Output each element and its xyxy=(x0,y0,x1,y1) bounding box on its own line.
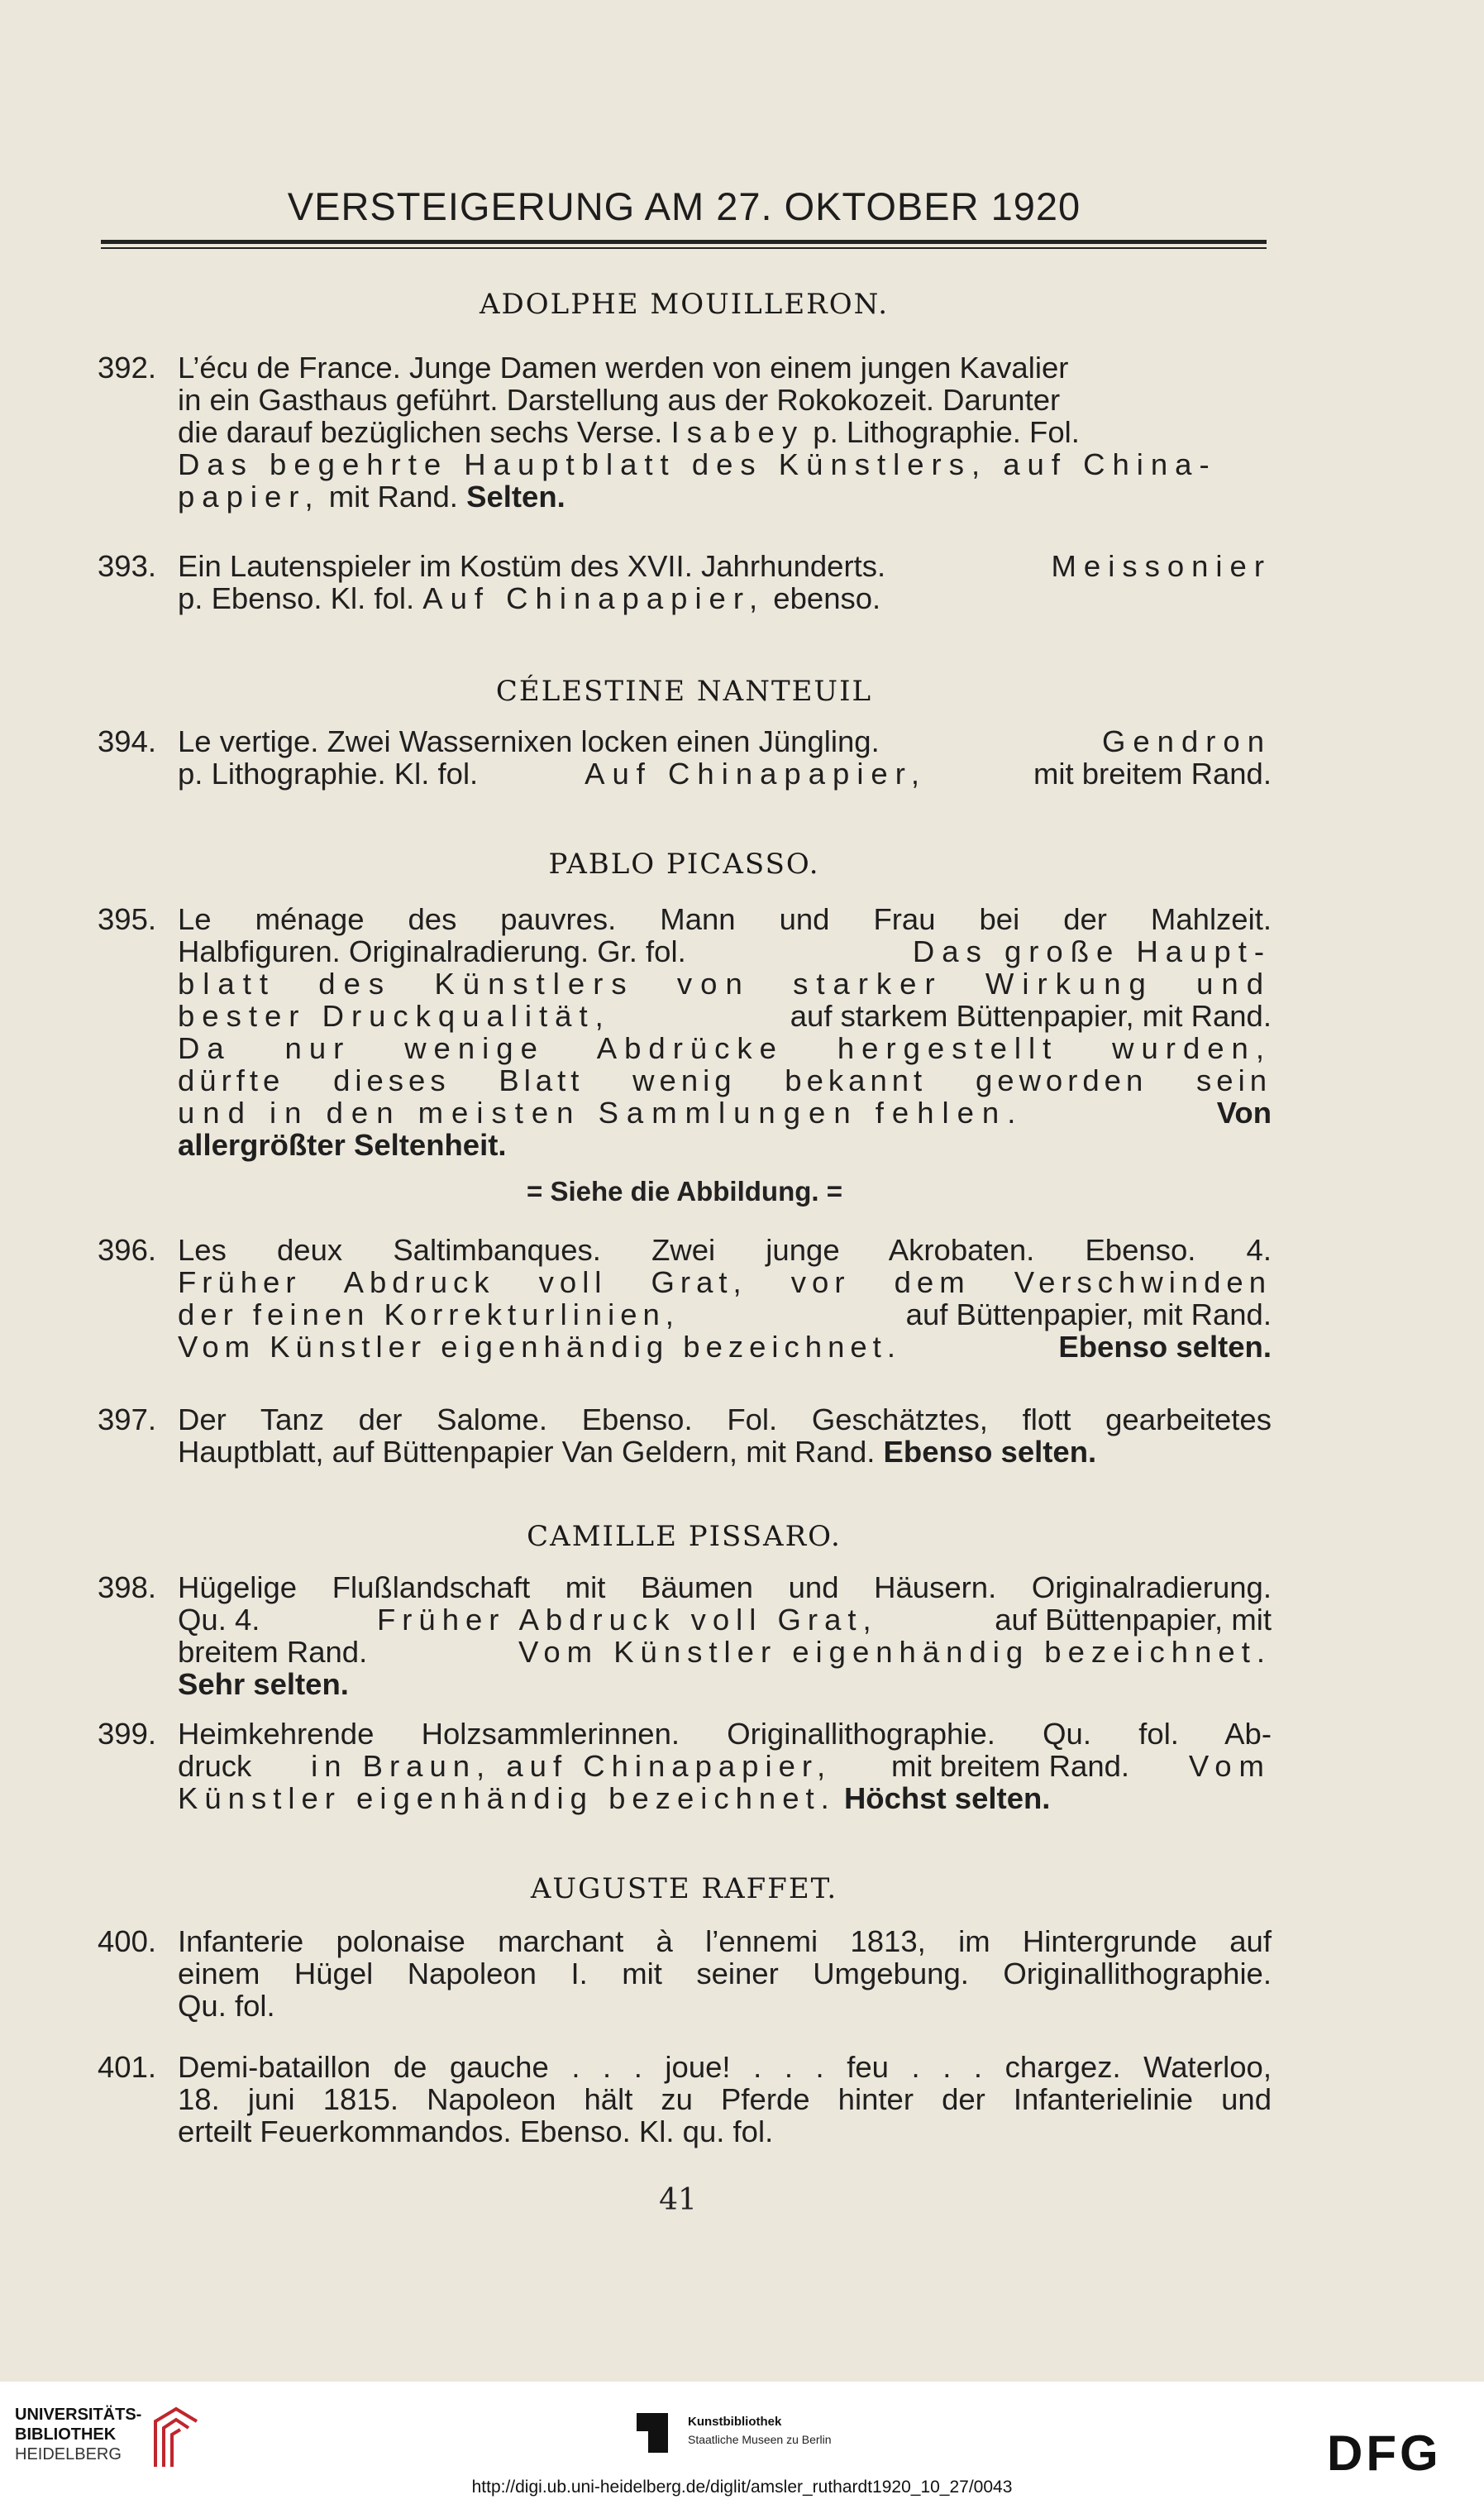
text-span: p. Lithographie. Kl. fol. xyxy=(178,757,479,791)
lot-line: Qu. fol. xyxy=(178,1989,275,2023)
rarity-note: Selten. xyxy=(466,480,565,514)
artist-heading-mouilleron: ADOLPHE MOUILLERON. xyxy=(479,288,890,321)
text-span: Ein Lautenspieler im Kostüm des XVII. Jahrhunderts. xyxy=(178,549,886,583)
lot-description xyxy=(178,1403,1272,1468)
text-span: ebenso. xyxy=(773,581,881,615)
lot-line: Das begehrte Hauptblatt des Künstlers, auf China- xyxy=(178,447,1217,481)
artist-name: Isabey xyxy=(670,415,805,449)
text-span: Auf Chinapapier, xyxy=(585,757,928,791)
kb-subtitle: Staatliche Museen zu Berlin xyxy=(688,2433,832,2446)
ub-heidelberg-logo[interactable] xyxy=(15,2405,141,2464)
artist-heading-picasso: PABLO PICASSO. xyxy=(548,848,820,881)
text-span: p. Lithographie. Fol. xyxy=(813,415,1080,449)
text-span: auf Büttenpapier, mit xyxy=(995,1603,1272,1637)
artist-heading-raffet: AUGUSTE RAFFET. xyxy=(530,1872,838,1905)
text-span: bester Druckqualität, xyxy=(178,999,611,1033)
lot-number: 397. xyxy=(98,1403,157,1436)
ub-logo-line: HEIDELBERG xyxy=(15,2445,122,2463)
rarity-note: Sehr selten. xyxy=(178,1667,349,1701)
lot-line: Demi-bataillon de gauche . . . joue! . . . feu . . . chargez. Waterloo, xyxy=(178,2050,1272,2084)
text-span: Auf Chinapapier, xyxy=(422,581,766,615)
ub-mark-icon xyxy=(147,2405,205,2471)
text-span: breitem Rand. xyxy=(178,1635,368,1669)
artist-heading-pissaro: CAMILLE PISSARO. xyxy=(527,1520,842,1553)
header-rule-thick xyxy=(101,240,1267,244)
lot-line: Infanterie polonaise marchant à l’ennemi 1813, im Hintergrunde auf xyxy=(178,1924,1272,1958)
lot-line xyxy=(178,416,1272,448)
artist-name: Meissonier xyxy=(1051,549,1272,583)
text-span: Vom Künstler eigenhändig bezeichnet. xyxy=(178,1330,901,1364)
lot-397 xyxy=(98,1403,1272,1468)
lot-line xyxy=(178,550,1272,582)
text-span: Das große Haupt- xyxy=(912,934,1272,968)
lot-line: 18. juni 1815. Napoleon hält zu Pferde hinter der Infanterielinie und xyxy=(178,2082,1272,2116)
text-span: die darauf bezüglichen sechs Verse. xyxy=(178,415,663,449)
lot-line xyxy=(178,582,1272,614)
lot-number: 400. xyxy=(98,1924,157,1958)
lot-line xyxy=(178,725,1272,757)
lot-line: Heimkehrende Holzsammlerinnen. Originallithographie. Qu. fol. Ab- xyxy=(178,1717,1272,1751)
text-span: mit breitem Rand. xyxy=(891,1749,1130,1783)
lot-line: Le ménage des pauvres. Mann und Frau bei der Mahlzeit. xyxy=(178,902,1272,936)
lot-number: 395. xyxy=(98,902,157,936)
artist-name: Gendron xyxy=(1101,724,1272,758)
text-span: und in den meisten Sammlungen fehlen. xyxy=(178,1096,1024,1130)
text-span: mit Rand. xyxy=(328,480,458,514)
lot-line: dürfte dieses Blatt wenig bekannt geworden sein xyxy=(178,1063,1272,1097)
running-head: VERSTEIGERUNG AM 27. OKTOBER 1920 xyxy=(287,184,1081,228)
text-span: papier, xyxy=(178,480,321,514)
text-span: Halbfiguren. Originalradierung. Gr. fol. xyxy=(178,934,686,968)
lot-description xyxy=(178,725,1272,790)
lot-number: 396. xyxy=(98,1233,157,1267)
lot-line: Der Tanz der Salome. Ebenso. Fol. Geschätztes, flott gearbeitetes xyxy=(178,1403,1272,1436)
header-rule-thin xyxy=(101,247,1267,249)
lot-number: 399. xyxy=(98,1717,157,1751)
ub-logo-line: BIBLIOTHEK xyxy=(15,2425,117,2444)
lot-line xyxy=(178,1603,1272,1636)
text-span: in Braun, auf Chinapapier, xyxy=(311,1749,833,1783)
lot-line xyxy=(178,480,1272,513)
ub-logo-line: UNIVERSITÄTS- xyxy=(15,2406,142,2424)
lot-395 xyxy=(98,903,1272,1161)
lot-description xyxy=(178,2051,1272,2148)
artist-heading-nanteuil: CÉLESTINE NANTEUIL xyxy=(495,675,873,708)
lot-line: Da nur wenige Abdrücke hergestellt wurden, xyxy=(178,1031,1272,1065)
lot-401 xyxy=(98,2051,1272,2148)
lot-line xyxy=(178,1782,1272,1814)
text-span: Le vertige. Zwei Wassernixen locken einen Jüngling. xyxy=(178,724,880,758)
lot-393 xyxy=(98,550,1272,614)
lot-line xyxy=(178,1636,1272,1668)
lot-line: erteilt Feuerkommandos. Ebenso. Kl. qu. fol. xyxy=(178,2115,774,2148)
rarity-note: Von xyxy=(1216,1096,1272,1130)
text-span: auf starkem Büttenpapier, mit Rand. xyxy=(790,999,1272,1033)
text-span: der feinen Korrekturlinien, xyxy=(178,1297,680,1331)
text-span: Qu. 4. xyxy=(178,1603,260,1637)
lot-description xyxy=(178,1718,1272,1814)
digitization-footer xyxy=(0,2382,1484,2504)
lot-396 xyxy=(98,1234,1272,1363)
lot-number: 401. xyxy=(98,2050,157,2084)
text-span: Früher Abdruck voll Grat, xyxy=(376,1603,878,1637)
lot-line xyxy=(178,1436,1272,1468)
lot-392 xyxy=(98,351,1272,513)
lot-394 xyxy=(98,725,1272,790)
lot-description xyxy=(178,1925,1272,2022)
rarity-note: Ebenso selten. xyxy=(1058,1330,1272,1364)
text-span: auf Büttenpapier, mit Rand. xyxy=(905,1297,1272,1331)
text-span: p. Ebenso. Kl. fol. xyxy=(178,581,415,615)
rarity-note: Höchst selten. xyxy=(843,1781,1051,1815)
lot-line: einem Hügel Napoleon I. mit seiner Umgebung. Originallithographie. xyxy=(178,1957,1272,1990)
lot-description xyxy=(178,550,1272,614)
lot-line xyxy=(178,1750,1272,1782)
lot-line: Früher Abdruck voll Grat, vor dem Verschwinden xyxy=(178,1265,1272,1299)
lot-line xyxy=(178,1331,1272,1363)
lot-line: blatt des Künstlers von starker Wirkung und xyxy=(178,967,1272,1001)
lot-line xyxy=(178,1298,1272,1331)
lot-number: 393. xyxy=(98,549,157,583)
lot-description xyxy=(178,1234,1272,1363)
lot-line xyxy=(178,1097,1272,1129)
lot-number: 398. xyxy=(98,1570,157,1604)
text-span: Vom xyxy=(1188,1749,1272,1783)
kunstbibliothek-icon xyxy=(637,2413,668,2453)
rarity-note: Ebenso selten. xyxy=(883,1435,1097,1469)
lot-400 xyxy=(98,1925,1272,2022)
lot-398 xyxy=(98,1571,1272,1700)
lot-line xyxy=(178,757,1272,790)
lot-line: in ein Gasthaus geführt. Darstellung aus der Rokokozeit. Darunter xyxy=(178,383,1061,417)
permalink-url[interactable]: http://digi.ub.uni-heidelberg.de/diglit/amsler_ruthardt1920_10_27/0043 xyxy=(471,2478,1013,2497)
lot-line: Les deux Saltimbanques. Zwei junge Akrobaten. Ebenso. 4. xyxy=(178,1233,1272,1267)
lot-line xyxy=(178,1000,1272,1032)
lot-number: 392. xyxy=(98,351,157,385)
rarity-note: allergrößter Seltenheit. xyxy=(178,1128,507,1162)
see-illustration-note: = Siehe die Abbildung. = xyxy=(527,1176,842,1207)
lot-399 xyxy=(98,1718,1272,1814)
lot-line: L’écu de France. Junge Damen werden von einem jungen Kavalier xyxy=(178,351,1069,385)
page-number: 41 xyxy=(659,2183,697,2217)
dfg-logo[interactable]: DFG xyxy=(1327,2425,1442,2481)
lot-line: Hügelige Flußlandschaft mit Bäumen und Häusern. Originalradierung. xyxy=(178,1570,1272,1604)
lot-description xyxy=(178,351,1272,513)
lot-description xyxy=(178,1571,1272,1700)
lot-number: 394. xyxy=(98,724,157,758)
text-span: Hauptblatt, auf Büttenpapier Van Geldern, mit Rand. xyxy=(178,1435,876,1469)
text-span: mit breitem Rand. xyxy=(1033,757,1272,791)
text-span: Künstler eigenhändig bezeichnet. xyxy=(178,1781,836,1815)
text-span: druck xyxy=(178,1749,252,1783)
kb-title: Kunstbibliothek xyxy=(688,2415,782,2429)
text-span: Vom Künstler eigenhändig bezeichnet. xyxy=(518,1635,1272,1669)
lot-line xyxy=(178,935,1272,968)
lot-description xyxy=(178,903,1272,1161)
